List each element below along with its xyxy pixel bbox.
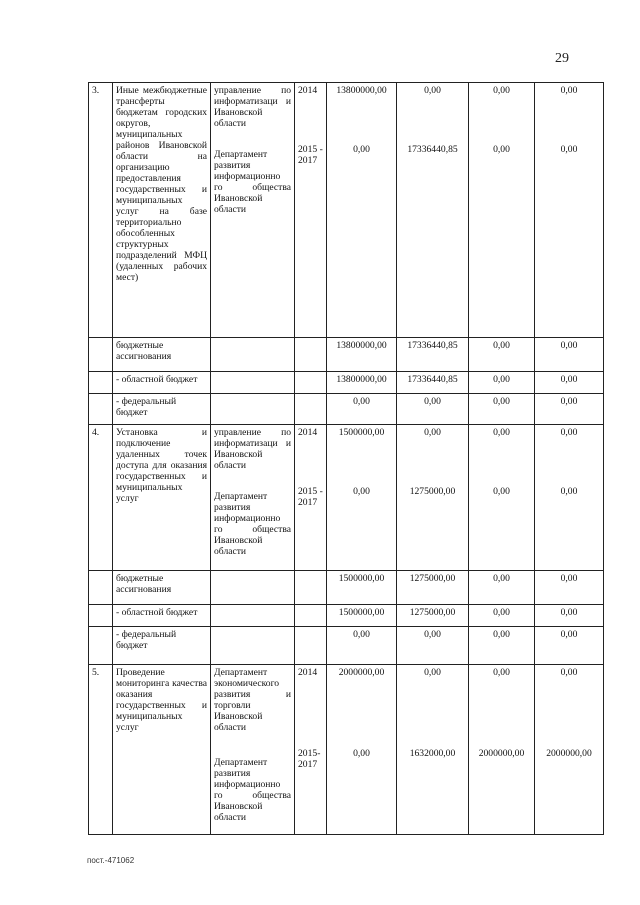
amount-value: 1275000,00 — [397, 605, 469, 627]
period-cell — [295, 83, 327, 338]
amount-cell — [469, 425, 535, 571]
amount-value: 0,00 — [327, 627, 397, 665]
amount-value: 0,00 — [353, 144, 370, 155]
measure-name: Установка и подключение удаленных точек доступа для оказания государственных и муниципальных услуг — [113, 425, 211, 571]
table-row — [89, 605, 604, 627]
amount-value: 0,00 — [424, 427, 441, 438]
amount-value: 0,00 — [535, 394, 604, 425]
table-row — [89, 394, 604, 425]
table-row — [89, 425, 604, 571]
amount-value: 0,00 — [424, 85, 441, 96]
period-text: 2014 — [298, 85, 318, 96]
amount-value: 0,00 — [397, 394, 469, 425]
subtotal-label: - областной бюджет — [113, 605, 211, 627]
executor-text: Департамент развития информационно го общества Ивановской области — [214, 149, 291, 215]
amount-cell — [469, 83, 535, 338]
amount-value: 0,00 — [353, 748, 370, 759]
amount-value: 1275000,00 — [409, 486, 456, 497]
amount-value: 0,00 — [560, 667, 578, 678]
amount-value: 0,00 — [535, 372, 604, 394]
executor-text: управление по информатизаци и Ивановской области — [214, 85, 291, 129]
amount-cell — [469, 665, 535, 835]
subtotal-label: - областной бюджет — [113, 372, 211, 394]
period-cell — [295, 665, 327, 835]
amount-value: 13800000,00 — [327, 338, 397, 372]
amount-value: 17336440,85 — [397, 372, 469, 394]
period-text: 2015 - 2017 — [298, 144, 323, 166]
amount-value: 0,00 — [535, 605, 604, 627]
row-number: 3. — [89, 83, 113, 338]
amount-value: 2000000,00 — [478, 748, 525, 759]
amount-cell — [397, 665, 469, 835]
executor-text: Департамент развития информационно го общества Ивановской области — [214, 757, 291, 823]
table-row — [89, 372, 604, 394]
amount-value: 1275000,00 — [397, 571, 469, 605]
amount-cell — [397, 83, 469, 338]
amount-value: 2000000,00 — [338, 667, 385, 678]
amount-value: 1500000,00 — [327, 605, 397, 627]
table-row — [89, 627, 604, 665]
amount-value: 17336440,85 — [397, 338, 469, 372]
subtotal-label: бюджетные ассигнования — [113, 338, 211, 372]
amount-value: 0,00 — [560, 427, 578, 438]
page-number: 29 — [555, 51, 569, 66]
amount-cell — [327, 83, 397, 338]
subtotal-label: - федеральный бюджет — [113, 627, 211, 665]
amount-value: 0,00 — [469, 605, 535, 627]
amount-cell — [535, 425, 604, 571]
amount-cell — [397, 425, 469, 571]
period-text: 2015 - 2017 — [298, 486, 323, 508]
amount-cell — [327, 665, 397, 835]
document-footer: пост.-471062 — [87, 856, 135, 865]
amount-value: 0,00 — [469, 627, 535, 665]
amount-value: 0,00 — [535, 627, 604, 665]
amount-value: 0,00 — [493, 144, 510, 155]
amount-value: 0,00 — [560, 85, 578, 96]
executor-text: Департамент развития информационно го общества Ивановской области — [214, 491, 291, 557]
table-row — [89, 571, 604, 605]
executor-cell — [211, 425, 295, 571]
amount-value: 0,00 — [469, 394, 535, 425]
amount-value: 0,00 — [424, 667, 441, 678]
period-text: 2014 — [298, 667, 318, 678]
budget-table — [88, 82, 604, 835]
amount-cell — [535, 83, 604, 338]
table-row — [89, 665, 604, 835]
amount-value: 13800000,00 — [336, 85, 387, 96]
amount-value: 0,00 — [560, 144, 578, 155]
table-row — [89, 83, 604, 338]
amount-value: 2000000,00 — [546, 748, 592, 759]
executor-text: Департамент экономического развития и торговли Ивановской области — [214, 667, 291, 733]
amount-value: 0,00 — [560, 486, 578, 497]
amount-value: 0,00 — [469, 372, 535, 394]
amount-value: 0,00 — [469, 571, 535, 605]
amount-value: 0,00 — [493, 427, 510, 438]
period-text: 2015- 2017 — [298, 748, 321, 770]
amount-value: 1632000,00 — [409, 748, 456, 759]
amount-value: 0,00 — [493, 85, 510, 96]
amount-value: 0,00 — [327, 394, 397, 425]
amount-value: 1500000,00 — [338, 427, 385, 438]
subtotal-label: бюджетные ассигнования — [113, 571, 211, 605]
amount-value: 0,00 — [469, 338, 535, 372]
amount-value: 0,00 — [535, 338, 604, 372]
amount-value: 0,00 — [353, 486, 370, 497]
amount-value: 17336440,85 — [407, 144, 458, 155]
amount-cell — [535, 665, 604, 835]
amount-value: 0,00 — [493, 667, 510, 678]
amount-value: 1500000,00 — [327, 571, 397, 605]
executor-text: управление по информатизаци и Ивановской области — [214, 427, 291, 471]
amount-value: 0,00 — [397, 627, 469, 665]
measure-name: Иные межбюджетные трансферты бюджетам городских округов, муниципальных районов Ивановской области на организацию предоставления государственных и муниципальных услуг на базе территориально обособленных структурных подразделений МФЦ (удаленных рабочих мест) — [113, 83, 211, 338]
executor-cell — [211, 83, 295, 338]
row-number: 4. — [89, 425, 113, 571]
period-text: 2014 — [298, 427, 318, 438]
table-row — [89, 338, 604, 372]
row-number: 5. — [89, 665, 113, 835]
measure-name: Проведение мониторинга качества оказания государственных и муниципальных услуг — [113, 665, 211, 835]
amount-value: 0,00 — [535, 571, 604, 605]
executor-cell — [211, 665, 295, 835]
amount-value: 13800000,00 — [327, 372, 397, 394]
period-cell — [295, 425, 327, 571]
amount-value: 0,00 — [493, 486, 510, 497]
subtotal-label: - федеральный бюджет — [113, 394, 211, 425]
amount-cell — [327, 425, 397, 571]
